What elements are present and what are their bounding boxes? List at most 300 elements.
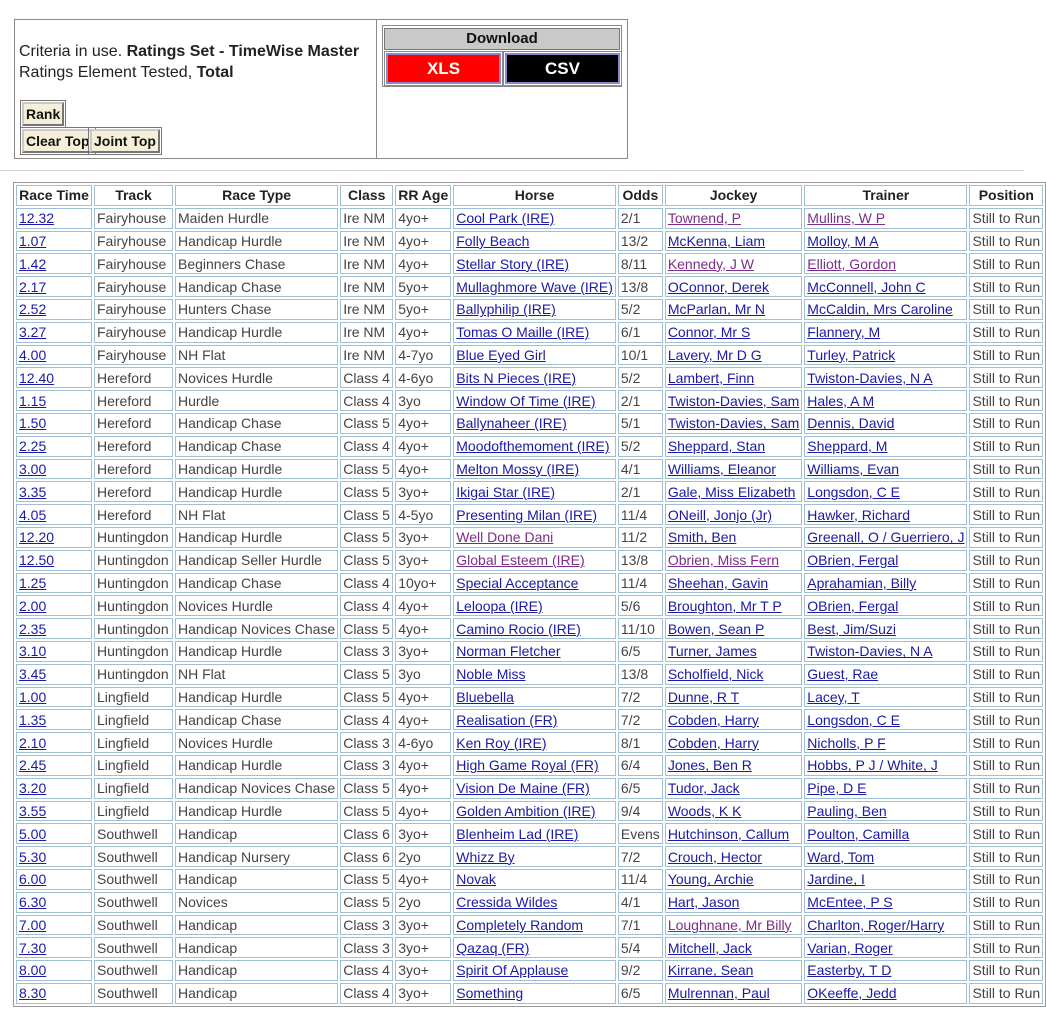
- horse-link[interactable]: Presenting Milan (IRE): [456, 506, 598, 523]
- horse-link[interactable]: Spirit Of Applause: [456, 962, 569, 979]
- position-cell: Still to Run: [972, 392, 1041, 409]
- odds-column-cell: [618, 801, 663, 822]
- class-cell: Class 4: [343, 985, 390, 1002]
- age-cell: 4yo+: [398, 597, 429, 614]
- race-time-link[interactable]: 3.55: [19, 802, 47, 819]
- race-time-link[interactable]: 5.30: [19, 848, 47, 865]
- trainer-link[interactable]: Elliott, Gordon: [807, 255, 897, 272]
- class-column-cell: [340, 367, 393, 388]
- jockey-link[interactable]: ONeill, Jonjo (Jr): [667, 506, 773, 523]
- jockey-link[interactable]: Kirrane, Sean: [667, 962, 754, 979]
- table-row: [16, 367, 1043, 388]
- class-cell: Class 3: [343, 757, 390, 774]
- age-column-cell: [395, 595, 451, 616]
- race-time-link[interactable]: 12.20: [19, 529, 55, 546]
- xls-download-button[interactable]: XLS: [386, 53, 501, 84]
- class-column-cell: [340, 550, 393, 571]
- jockey-link[interactable]: Broughton, Mr T P: [667, 597, 782, 614]
- odds-cell: 13/2: [620, 232, 649, 249]
- age-cell: 4yo+: [398, 780, 429, 797]
- csv-download-button[interactable]: CSV: [505, 53, 620, 84]
- horse-link[interactable]: Novak: [456, 871, 496, 888]
- jockey-link[interactable]: McKenna, Liam: [667, 232, 766, 249]
- odds-column-cell: [618, 413, 663, 434]
- position-cell: Still to Run: [972, 552, 1041, 569]
- trainer-link[interactable]: Aprahamian, Billy: [807, 574, 917, 591]
- odds-cell: 11/2: [620, 529, 648, 546]
- horse-column-cell: [453, 755, 616, 776]
- jockey-column-cell: [665, 732, 802, 753]
- race-time-link[interactable]: 1.07: [19, 232, 47, 249]
- race-time-link[interactable]: 5.00: [19, 825, 47, 842]
- jockey-link[interactable]: Townend, P: [667, 210, 741, 227]
- trainer-link[interactable]: Longsdon, C E: [807, 483, 900, 500]
- track-cell: Hereford: [97, 506, 152, 523]
- jockey-link[interactable]: McParlan, Mr N: [667, 301, 766, 318]
- jockey-link[interactable]: Gale, Miss Elizabeth: [667, 483, 796, 500]
- track-column-cell: [94, 641, 173, 662]
- age-cell: 3yo+: [398, 552, 429, 569]
- race-time-link[interactable]: 7.00: [19, 916, 47, 933]
- horse-link[interactable]: Tomas O Maille (IRE): [456, 324, 590, 341]
- joint-top-button[interactable]: Joint Top: [90, 129, 160, 153]
- jockey-link[interactable]: Tudor, Jack: [667, 780, 740, 797]
- class-column-cell: [340, 231, 393, 252]
- jockey-link[interactable]: Mitchell, Jack: [667, 939, 752, 956]
- trainer-link[interactable]: Varian, Roger: [807, 939, 893, 956]
- jockey-column-cell: [665, 367, 802, 388]
- odds-column-cell: [618, 960, 663, 981]
- class-cell: Ire NM: [343, 346, 386, 363]
- age-cell: 3yo: [398, 392, 421, 409]
- download-title: Download: [384, 28, 620, 50]
- horse-link[interactable]: Bluebella: [456, 688, 514, 705]
- odds-cell: 2/1: [620, 392, 641, 409]
- time-column-cell: [16, 390, 92, 411]
- horse-link[interactable]: Noble Miss: [456, 666, 526, 683]
- trainer-link[interactable]: Hawker, Richard: [807, 506, 910, 523]
- jockey-link[interactable]: Williams, Eleanor: [667, 460, 776, 477]
- trainer-link[interactable]: Charlton, Roger/Harry: [807, 916, 945, 933]
- horse-link[interactable]: Mullaghmore Wave (IRE): [456, 278, 613, 295]
- race-type-cell: Handicap: [178, 825, 238, 842]
- trainer-column-cell: [804, 550, 967, 571]
- race-time-link[interactable]: 3.45: [19, 666, 47, 683]
- position-column-cell: [969, 208, 1043, 229]
- race-time-link[interactable]: 3.27: [19, 324, 47, 341]
- horse-link[interactable]: Camino Rocio (IRE): [456, 620, 581, 637]
- clear-top-button[interactable]: Clear Top: [22, 129, 94, 153]
- table-row: [16, 709, 1043, 730]
- jockey-link[interactable]: Turner, James: [667, 643, 757, 660]
- race-time-link[interactable]: 12.32: [19, 210, 55, 227]
- track-cell: Southwell: [97, 916, 158, 933]
- position-cell: Still to Run: [972, 688, 1041, 705]
- race-type-cell: Novices: [178, 894, 228, 911]
- jockey-link[interactable]: Lavery, Mr D G: [667, 346, 762, 363]
- trainer-link[interactable]: McCaldin, Mrs Caroline: [807, 301, 953, 318]
- trainer-link[interactable]: Pauling, Ben: [807, 802, 887, 819]
- trainer-link[interactable]: Greenall, O / Guerriero, J: [807, 529, 965, 546]
- position-cell: Still to Run: [972, 643, 1041, 660]
- horse-link[interactable]: Well Done Dani: [456, 529, 554, 546]
- odds-cell: 4/1: [620, 460, 641, 477]
- horse-link[interactable]: Global Esteem (IRE): [456, 552, 585, 569]
- position-column-cell: [969, 709, 1043, 730]
- race-time-link[interactable]: 1.42: [19, 255, 47, 272]
- jockey-column-cell: [665, 481, 802, 502]
- class-column-cell: [340, 732, 393, 753]
- trainer-link[interactable]: Hales, A M: [807, 392, 875, 409]
- jockey-link[interactable]: Cobden, Harry: [667, 711, 759, 728]
- race-time-link[interactable]: 6.30: [19, 894, 47, 911]
- horse-link[interactable]: High Game Royal (FR): [456, 757, 599, 774]
- horse-column-cell: [453, 709, 616, 730]
- horse-link[interactable]: Cressida Wildes: [456, 894, 558, 911]
- horse-link[interactable]: Ballynaheer (IRE): [456, 415, 567, 432]
- trainer-link[interactable]: Mullins, W P: [807, 210, 886, 227]
- position-cell: Still to Run: [972, 962, 1041, 979]
- horse-link[interactable]: Blue Eyed Girl: [456, 346, 546, 363]
- track-column-cell: [94, 618, 173, 639]
- race-time-link[interactable]: 1.00: [19, 688, 47, 705]
- jockey-link[interactable]: OConnor, Derek: [667, 278, 769, 295]
- trainer-link[interactable]: Lacey, T: [807, 688, 860, 705]
- jockey-column-cell: [665, 618, 802, 639]
- race-time-link[interactable]: 1.35: [19, 711, 47, 728]
- jockey-link[interactable]: Hutchinson, Callum: [667, 825, 790, 842]
- table-row: [16, 641, 1043, 662]
- race-time-link[interactable]: 2.45: [19, 757, 47, 774]
- horse-link[interactable]: Vision De Maine (FR): [456, 780, 590, 797]
- odds-cell: 7/2: [620, 848, 641, 865]
- race-time-link[interactable]: 12.40: [19, 369, 55, 386]
- odds-column-cell: [618, 367, 663, 388]
- age-column-cell: [395, 618, 451, 639]
- jockey-link[interactable]: Young, Archie: [667, 871, 754, 888]
- odds-column-cell: [618, 527, 663, 548]
- age-cell: 4-6yo: [398, 734, 434, 751]
- horse-link[interactable]: Norman Fletcher: [456, 643, 561, 660]
- horse-link[interactable]: Something: [456, 985, 524, 1002]
- track-column-cell: [94, 504, 173, 525]
- trainer-link[interactable]: Flannery, M: [807, 324, 881, 341]
- race-time-link[interactable]: 6.00: [19, 871, 47, 888]
- class-column-cell: [340, 641, 393, 662]
- jockey-link[interactable]: Crouch, Hector: [667, 848, 762, 865]
- track-cell: Lingfield: [97, 780, 150, 797]
- jockey-column-cell: [665, 960, 802, 981]
- track-cell: Fairyhouse: [97, 255, 167, 272]
- age-column-cell: [395, 299, 451, 320]
- time-column-cell: [16, 892, 92, 913]
- track-column-cell: [94, 527, 173, 548]
- rank-button[interactable]: Rank: [22, 102, 64, 126]
- criteria-panel: [14, 19, 628, 159]
- trainer-column-cell: [804, 481, 967, 502]
- jockey-link[interactable]: Twiston-Davies, Sam: [667, 415, 800, 432]
- jockey-link[interactable]: Twiston-Davies, Sam: [667, 392, 800, 409]
- horse-link[interactable]: Ballyphilip (IRE): [456, 301, 556, 318]
- horse-link[interactable]: Moodofthemoment (IRE): [456, 438, 610, 455]
- jockey-link[interactable]: Lambert, Finn: [667, 369, 755, 386]
- race-time-link[interactable]: 2.10: [19, 734, 47, 751]
- track-column-cell: [94, 208, 173, 229]
- jockey-column-cell: [665, 231, 802, 252]
- race-time-link[interactable]: 4.00: [19, 346, 47, 363]
- trainer-link[interactable]: Williams, Evan: [807, 460, 900, 477]
- table-row: [16, 892, 1043, 913]
- class-cell: Class 5: [343, 871, 390, 888]
- jockey-link[interactable]: Connor, Mr S: [667, 324, 751, 341]
- odds-column-cell: [618, 709, 663, 730]
- race-time-link[interactable]: 1.50: [19, 415, 47, 432]
- trainer-link[interactable]: Hobbs, P J / White, J: [807, 757, 938, 774]
- horse-column-cell: [453, 915, 616, 936]
- age-column-cell: [395, 413, 451, 434]
- jockey-column-cell: [665, 345, 802, 366]
- age-cell: 4yo+: [398, 620, 429, 637]
- jockey-link[interactable]: Sheehan, Gavin: [667, 574, 769, 591]
- race-time-link[interactable]: 2.00: [19, 597, 47, 614]
- age-cell: 4-6yo: [398, 369, 434, 386]
- race-type-cell: Handicap: [178, 871, 238, 888]
- horse-link[interactable]: Stellar Story (IRE): [456, 255, 570, 272]
- position-cell: Still to Run: [972, 802, 1041, 819]
- jockey-link[interactable]: Bowen, Sean P: [667, 620, 765, 637]
- horse-link[interactable]: Folly Beach: [456, 232, 530, 249]
- jockey-column-cell: [665, 892, 802, 913]
- jockey-link[interactable]: Kennedy, J W: [667, 255, 754, 272]
- position-column-cell: [969, 641, 1043, 662]
- table-row: [16, 915, 1043, 936]
- jockey-link[interactable]: Loughnane, Mr Billy: [667, 916, 792, 933]
- time-column-cell: [16, 869, 92, 890]
- horse-link[interactable]: Melton Mossy (IRE): [456, 460, 580, 477]
- age-cell: 10yo+: [398, 574, 437, 591]
- table-row: [16, 573, 1043, 594]
- type-column-cell: [175, 595, 338, 616]
- horse-link[interactable]: Ken Roy (IRE): [456, 734, 547, 751]
- jockey-link[interactable]: Jones, Ben R: [667, 757, 752, 774]
- trainer-link[interactable]: Turley, Patrick: [807, 346, 896, 363]
- jockey-link[interactable]: Sheppard, Stan: [667, 438, 766, 455]
- odds-cell: 7/2: [620, 711, 641, 728]
- jockey-link[interactable]: Dunne, R T: [667, 688, 740, 705]
- odds-column-cell: [618, 892, 663, 913]
- class-column-cell: [340, 504, 393, 525]
- track-cell: Huntingdon: [97, 643, 169, 660]
- trainer-column-cell: [804, 459, 967, 480]
- class-column-cell: [340, 869, 393, 890]
- table-row: [16, 276, 1043, 297]
- race-type-cell: Handicap: [178, 939, 238, 956]
- race-time-link[interactable]: 8.30: [19, 985, 47, 1002]
- odds-cell: 8/11: [620, 255, 648, 272]
- odds-column-cell: [618, 595, 663, 616]
- time-column-cell: [16, 504, 92, 525]
- class-cell: Class 6: [343, 825, 390, 842]
- race-time-link[interactable]: 3.10: [19, 643, 47, 660]
- position-cell: Still to Run: [972, 597, 1041, 614]
- race-time-link[interactable]: 2.35: [19, 620, 47, 637]
- odds-column-cell: [618, 231, 663, 252]
- time-column-cell: [16, 345, 92, 366]
- track-cell: Lingfield: [97, 711, 150, 728]
- race-type-cell: Hurdle: [178, 392, 220, 409]
- age-cell: 4yo+: [398, 802, 429, 819]
- jockey-link[interactable]: Woods, K K: [667, 802, 742, 819]
- trainer-link[interactable]: Longsdon, C E: [807, 711, 900, 728]
- trainer-link[interactable]: Ward, Tom: [807, 848, 875, 865]
- horse-link[interactable]: Completely Random: [456, 916, 584, 933]
- race-time-link[interactable]: 1.25: [19, 574, 47, 591]
- position-cell: Still to Run: [972, 757, 1041, 774]
- race-time-link[interactable]: 2.25: [19, 438, 47, 455]
- age-column-cell: [395, 436, 451, 457]
- position-column-cell: [969, 367, 1043, 388]
- jockey-link[interactable]: Smith, Ben: [667, 529, 737, 546]
- race-time-link[interactable]: 1.15: [19, 392, 47, 409]
- race-time-link[interactable]: 12.50: [19, 552, 55, 569]
- horse-link[interactable]: Leloopa (IRE): [456, 597, 543, 614]
- race-time-link[interactable]: 2.52: [19, 301, 47, 318]
- race-time-link[interactable]: 3.00: [19, 460, 47, 477]
- position-column-cell: [969, 322, 1043, 343]
- track-cell: Fairyhouse: [97, 278, 167, 295]
- age-cell: 2yo: [398, 848, 421, 865]
- trainer-link[interactable]: McConnell, John C: [807, 278, 926, 295]
- horse-column-cell: [453, 823, 616, 844]
- trainer-link[interactable]: Poulton, Camilla: [807, 825, 910, 842]
- horse-link[interactable]: Realisation (FR): [456, 711, 558, 728]
- trainer-link[interactable]: McEntee, P S: [807, 894, 893, 911]
- odds-column-cell: [618, 299, 663, 320]
- age-cell: 4yo+: [398, 871, 429, 888]
- jockey-column-cell: [665, 299, 802, 320]
- ratings-element-value: Total: [196, 64, 234, 81]
- class-cell: Ire NM: [343, 324, 386, 341]
- type-column-cell: [175, 755, 338, 776]
- trainer-column-cell: [804, 527, 967, 548]
- time-column-cell: [16, 481, 92, 502]
- horse-link[interactable]: Ikigai Star (IRE): [456, 483, 556, 500]
- class-cell: Class 5: [343, 802, 390, 819]
- horse-link[interactable]: Whizz By: [456, 848, 515, 865]
- age-column-cell: [395, 459, 451, 480]
- trainer-link[interactable]: Easterby, T D: [807, 962, 892, 979]
- odds-cell: 5/2: [620, 438, 641, 455]
- horse-column-cell: [453, 937, 616, 958]
- track-column-cell: [94, 778, 173, 799]
- jockey-link[interactable]: Cobden, Harry: [667, 734, 759, 751]
- race-time-link[interactable]: 3.20: [19, 780, 47, 797]
- trainer-link[interactable]: Guest, Rae: [807, 666, 879, 683]
- race-type-cell: Handicap Hurdle: [178, 802, 283, 819]
- track-column-cell: [94, 801, 173, 822]
- position-column-cell: [969, 276, 1043, 297]
- jockey-column-cell: [665, 778, 802, 799]
- race-time-link[interactable]: 7.30: [19, 939, 47, 956]
- horse-link[interactable]: Qazaq (FR): [456, 939, 530, 956]
- header-odds: Odds: [618, 185, 663, 206]
- trainer-link[interactable]: OBrien, Fergal: [807, 597, 899, 614]
- type-column-cell: [175, 823, 338, 844]
- odds-cell: 11/4: [620, 871, 648, 888]
- horse-link[interactable]: Window Of Time (IRE): [456, 392, 596, 409]
- horse-column-cell: [453, 481, 616, 502]
- jockey-link[interactable]: Obrien, Miss Fern: [667, 552, 780, 569]
- position-column-cell: [969, 231, 1043, 252]
- type-column-cell: [175, 550, 338, 571]
- jockey-column-cell: [665, 595, 802, 616]
- track-column-cell: [94, 755, 173, 776]
- table-body: [16, 208, 1043, 1004]
- age-column-cell: [395, 687, 451, 708]
- trainer-link[interactable]: OBrien, Fergal: [807, 552, 899, 569]
- odds-cell: 6/5: [620, 643, 641, 660]
- race-type-cell: NH Flat: [178, 666, 226, 683]
- jockey-link[interactable]: Mulrennan, Paul: [667, 985, 770, 1002]
- jockey-link[interactable]: Scholfield, Nick: [667, 666, 764, 683]
- table-row: [16, 527, 1043, 548]
- class-column-cell: [340, 801, 393, 822]
- horse-link[interactable]: Golden Ambition (IRE): [456, 802, 596, 819]
- trainer-link[interactable]: Jardine, I: [807, 871, 865, 888]
- class-cell: Class 5: [343, 460, 390, 477]
- position-cell: Still to Run: [972, 734, 1041, 751]
- trainer-column-cell: [804, 413, 967, 434]
- trainer-column-cell: [804, 299, 967, 320]
- race-time-link[interactable]: 4.05: [19, 506, 47, 523]
- jockey-link[interactable]: Hart, Jason: [667, 894, 740, 911]
- trainer-link[interactable]: Twiston-Davies, N A: [807, 369, 933, 386]
- trainer-link[interactable]: Dennis, David: [807, 415, 895, 432]
- race-type-cell: Maiden Hurdle: [178, 210, 270, 227]
- trainer-link[interactable]: Twiston-Davies, N A: [807, 643, 933, 660]
- jockey-column-cell: [665, 436, 802, 457]
- class-cell: Class 5: [343, 666, 390, 683]
- class-column-cell: [340, 413, 393, 434]
- track-column-cell: [94, 732, 173, 753]
- horse-link[interactable]: Bits N Pieces (IRE): [456, 369, 577, 386]
- trainer-link[interactable]: Pipe, D E: [807, 780, 867, 797]
- horse-link[interactable]: Special Acceptance: [456, 574, 579, 591]
- position-cell: Still to Run: [972, 369, 1041, 386]
- trainer-link[interactable]: Best, Jim/Suzi: [807, 620, 896, 637]
- race-time-link[interactable]: 8.00: [19, 962, 47, 979]
- race-time-link[interactable]: 3.35: [19, 483, 47, 500]
- age-column-cell: [395, 960, 451, 981]
- trainer-column-cell: [804, 641, 967, 662]
- age-cell: 4yo+: [398, 688, 429, 705]
- trainer-link[interactable]: Nicholls, P F: [807, 734, 886, 751]
- age-column-cell: [395, 253, 451, 274]
- track-column-cell: [94, 459, 173, 480]
- race-type-cell: Novices Hurdle: [178, 597, 273, 614]
- class-column-cell: [340, 345, 393, 366]
- position-column-cell: [969, 527, 1043, 548]
- age-cell: 3yo+: [398, 985, 429, 1002]
- trainer-link[interactable]: Sheppard, M: [807, 438, 888, 455]
- jockey-column-cell: [665, 801, 802, 822]
- horse-link[interactable]: Blenheim Lad (IRE): [456, 825, 579, 842]
- horse-link[interactable]: Cool Park (IRE): [456, 210, 555, 227]
- trainer-link[interactable]: OKeeffe, Jedd: [807, 985, 897, 1002]
- trainer-link[interactable]: Molloy, M A: [807, 232, 879, 249]
- race-time-link[interactable]: 2.17: [19, 278, 47, 295]
- type-column-cell: [175, 641, 338, 662]
